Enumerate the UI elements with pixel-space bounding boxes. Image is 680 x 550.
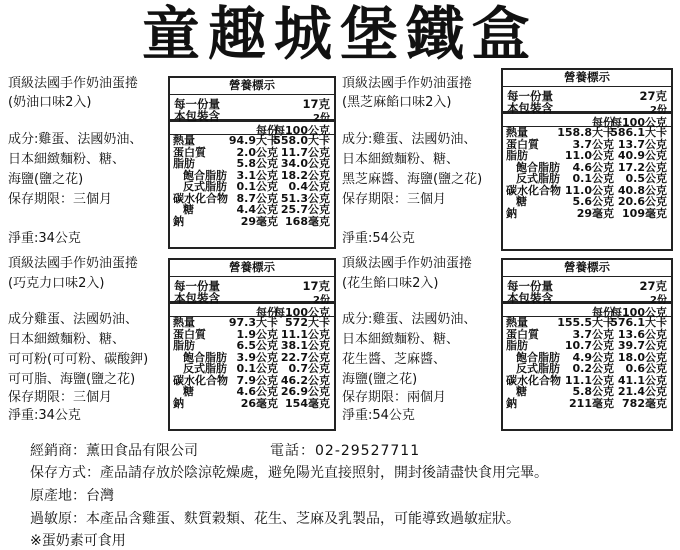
per-serving-value: 11.0公克 — [564, 149, 614, 162]
servings-value: 2份 — [313, 295, 330, 306]
per-serving-value: 3.7公克 — [572, 327, 614, 341]
product-info-peanut — [342, 256, 492, 426]
ingredients-line: 日本細緻麵粉、糖、 — [342, 332, 460, 347]
nutrient-label: 脂肪 — [506, 339, 528, 352]
per-serving-column: 每份 — [256, 306, 278, 319]
per-serving-value: 3.1公克 — [236, 168, 278, 182]
nutrient-label: 飽合脂肪 — [516, 160, 560, 174]
nutrient-label: 脂肪 — [173, 339, 195, 352]
nutrient-label: 飽合脂肪 — [183, 168, 227, 182]
per-serving-value: 27克 — [639, 89, 667, 103]
servings-label: 本包裝含 — [174, 109, 220, 123]
product-name: 頂級法國手作奶油蛋捲 — [342, 256, 473, 271]
nutrient-label: 碳水化合物 — [506, 373, 561, 387]
per-serving-value: 8.7公克 — [236, 191, 278, 205]
nutrition-panel — [168, 76, 336, 249]
nutrient-label: 糖 — [516, 195, 527, 208]
per-serving-value: 5.8公克 — [572, 385, 614, 398]
nutrient-label: 蛋白質 — [173, 145, 206, 159]
nutrition-row — [170, 181, 334, 193]
nutrient-label: 飽合脂肪 — [516, 350, 560, 364]
per-serving-label: 每一份量 — [507, 89, 553, 103]
per-100g-value: 40.9公克 — [617, 149, 667, 162]
nutrition-row — [170, 135, 334, 147]
servings-value: 2份 — [313, 113, 330, 124]
per-serving-value: 11.0公克 — [564, 183, 614, 197]
per-100g-value: 0.5公克 — [625, 172, 667, 185]
per-serving-value: 7.9公克 — [236, 373, 278, 387]
per-100g-column: 每100公克 — [611, 306, 667, 319]
product-name: 頂級法國手作奶油蛋捲 — [8, 256, 139, 271]
product-flavor: (奶油口味2入) — [8, 95, 92, 110]
servings-label: 本包裝含 — [174, 291, 220, 305]
nutrient-label: 熱量 — [173, 134, 195, 147]
per-serving-value: 0.1公克 — [236, 180, 278, 193]
per-100g-value: 25.7公克 — [280, 203, 330, 216]
nutrition-header: 營養標示 — [503, 260, 671, 277]
per-serving-value: 158.8大卡 — [557, 126, 614, 139]
nutrition-row — [170, 363, 334, 375]
nutrient-label: 反式脂肪 — [183, 362, 227, 375]
ingredients-line: 花生醬、芝麻醬、 — [342, 352, 447, 367]
per-100g-value: 26.9公克 — [280, 385, 330, 398]
nutrient-label: 碳水化合物 — [173, 373, 228, 387]
nutrient-label: 鈉 — [506, 206, 517, 220]
storage-method: 保存方式：產品請存放於陰涼乾燥處，避免陽光直接照射，開封後請盡快食用完畢。 — [30, 465, 548, 481]
per-serving-value: 211毫克 — [569, 396, 614, 410]
per-100g-value: 168毫克 — [285, 214, 330, 228]
per-100g-column: 每100公克 — [274, 306, 330, 319]
per-serving-value: 5.6公克 — [572, 195, 614, 208]
nutrition-row — [503, 398, 671, 410]
net-weight: 淨重:34公克 — [8, 231, 81, 246]
per-100g-value: 46.2公克 — [280, 373, 330, 387]
ingredients-line: 可可粉(可可粉、碳酸鉀) — [8, 352, 149, 367]
per-serving-label: 每一份量 — [507, 279, 553, 293]
nutrition-row — [503, 317, 671, 329]
per-serving-value: 155.5大卡 — [557, 316, 614, 329]
per-100g-value: 11.7公克 — [280, 145, 330, 159]
per-serving-value: 5.8公克 — [236, 157, 278, 170]
origin: 原產地：台灣 — [30, 488, 114, 504]
per-100g-column: 每100公克 — [611, 116, 667, 129]
per-100g-value: 782毫克 — [622, 396, 667, 410]
nutrition-header: 營養標示 — [170, 260, 334, 277]
serving-info — [503, 87, 671, 114]
per-100g-value: 109毫克 — [622, 206, 667, 220]
per-serving-column: 每份 — [592, 306, 614, 319]
per-100g-value: 0.4公克 — [288, 180, 330, 193]
product-info-chocolate — [8, 256, 158, 426]
per-serving-value: 29毫克 — [576, 206, 614, 220]
per-serving-value: 27克 — [639, 279, 667, 293]
per-100g-value: 0.6公克 — [625, 362, 667, 375]
per-100g-value: 572大卡 — [285, 316, 330, 329]
nutrient-label: 碳水化合物 — [506, 183, 561, 197]
ingredients-line: 日本細緻麵粉、糖、 — [8, 332, 126, 347]
shelf-life: 保存期限：兩個月 — [342, 390, 447, 405]
nutrition-row — [503, 386, 671, 398]
product-name: 頂級法國手作奶油蛋捲 — [342, 76, 473, 91]
nutrient-label: 反式脂肪 — [516, 172, 560, 185]
ingredients-line: 海鹽(鹽之花) — [342, 372, 418, 387]
per-serving-value: 6.5公克 — [236, 339, 278, 352]
product-flavor: (巧克力口味2入) — [8, 276, 105, 291]
per-serving-value: 1.9公克 — [236, 327, 278, 341]
per-serving-value: 0.2公克 — [572, 362, 614, 375]
per-serving-label: 每一份量 — [174, 279, 220, 293]
ingredients-line: 日本細緻麵粉、糖、 — [342, 152, 460, 167]
per-serving-value: 97.3大卡 — [228, 316, 278, 329]
nutrition-header: 營養標示 — [170, 78, 334, 95]
product-flavor: (花生餡口味2入) — [342, 276, 439, 291]
page-title: 童趣城堡鐵盒 — [141, 0, 538, 68]
product-name: 頂級法國手作奶油蛋捲 — [8, 76, 139, 91]
per-100g-value: 13.7公克 — [617, 137, 667, 151]
per-100g-value: 0.7公克 — [288, 362, 330, 375]
per-100g-value: 18.0公克 — [617, 350, 667, 364]
per-100g-value: 154毫克 — [285, 396, 330, 410]
nutrient-label: 糖 — [183, 203, 194, 216]
nutrient-label: 碳水化合物 — [173, 191, 228, 205]
nutrition-row — [170, 204, 334, 216]
nutrient-label: 反式脂肪 — [183, 180, 227, 193]
per-serving-value: 10.7公克 — [564, 339, 614, 352]
nutrition-panel — [501, 68, 673, 251]
ingredients-line: 海鹽(鹽之花) — [8, 172, 84, 187]
nutrient-label: 熱量 — [506, 126, 528, 139]
per-100g-value: 11.1公克 — [280, 327, 330, 341]
phone-number: 電話：02-29527711 — [270, 443, 421, 459]
per-100g-value: 38.1公克 — [280, 339, 330, 352]
per-serving-value: 0.1公克 — [572, 172, 614, 185]
servings-value: 2份 — [650, 295, 667, 306]
shelf-life: 保存期限：三個月 — [8, 390, 113, 405]
ingredients-line: 成分:雞蛋、法國奶油、 — [342, 132, 477, 147]
per-100g-value: 34.0公克 — [280, 157, 330, 170]
shelf-life: 保存期限：三個月 — [8, 192, 113, 207]
ingredients-line: 日本細緻麵粉、糖、 — [8, 152, 126, 167]
per-serving-column: 每份 — [592, 116, 614, 129]
per-serving-value: 4.9公克 — [572, 350, 614, 364]
nutrition-row — [170, 216, 334, 228]
per-serving-value: 4.6公克 — [572, 160, 614, 174]
nutrition-row — [503, 363, 671, 375]
nutrition-row — [170, 386, 334, 398]
product-flavor: (黑芝麻餡口味2入) — [342, 95, 452, 110]
ingredients-line: 可可脂、海鹽(鹽之花) — [8, 372, 136, 387]
nutrient-label: 蛋白質 — [506, 327, 539, 341]
per-serving-value: 17克 — [302, 97, 330, 111]
allergen: 過敏原：本產品含雞蛋、麩質穀類、花生、芝麻及乳製品，可能導致過敏症狀。 — [30, 511, 520, 527]
per-100g-value: 558.0大卡 — [273, 134, 330, 147]
per-serving-value: 11.1公克 — [564, 373, 614, 387]
per-serving-value: 17克 — [302, 279, 330, 293]
per-100g-value: 20.6公克 — [617, 195, 667, 208]
nutrient-label: 糖 — [183, 385, 194, 398]
per-serving-value: 3.9公克 — [236, 350, 278, 364]
nutrient-label: 熱量 — [506, 316, 528, 329]
nutrient-label: 糖 — [516, 385, 527, 398]
nutrient-label: 鈉 — [173, 396, 184, 410]
per-serving-value: 2.0公克 — [236, 145, 278, 159]
nutrient-label: 蛋白質 — [506, 137, 539, 151]
ingredients-line: 成分:雞蛋、法國奶油、 — [342, 312, 477, 327]
per-serving-value: 29毫克 — [240, 214, 278, 228]
per-serving-value: 4.6公克 — [236, 385, 278, 398]
serving-info — [170, 277, 334, 304]
per-100g-value: 13.6公克 — [617, 327, 667, 341]
servings-label: 本包裝含 — [507, 101, 553, 115]
net-weight: 淨重:54公克 — [342, 231, 415, 246]
nutrition-row — [503, 150, 671, 162]
nutrition-row — [170, 317, 334, 329]
nutrition-row — [503, 173, 671, 185]
per-100g-value: 21.4公克 — [617, 385, 667, 398]
nutrition-row — [503, 127, 671, 139]
nutrient-label: 飽合脂肪 — [183, 350, 227, 364]
shelf-life: 保存期限：三個月 — [342, 192, 447, 207]
nutrition-row — [503, 340, 671, 352]
per-serving-value: 94.9大卡 — [228, 134, 278, 147]
nutrient-label: 反式脂肪 — [516, 362, 560, 375]
per-serving-value: 4.4公克 — [236, 203, 278, 216]
nutrient-label: 脂肪 — [173, 157, 195, 170]
nutrition-row — [170, 158, 334, 170]
nutrient-label: 鈉 — [173, 214, 184, 228]
per-100g-value: 39.7公克 — [617, 339, 667, 352]
nutrition-row — [170, 340, 334, 352]
per-100g-value: 22.7公克 — [280, 350, 330, 364]
net-weight: 淨重:34公克 — [8, 408, 81, 423]
product-info-black-sesame — [342, 76, 492, 246]
per-100g-value: 51.3公克 — [280, 191, 330, 205]
per-100g-column: 每100公克 — [274, 124, 330, 137]
nutrition-row — [503, 196, 671, 208]
diet-note: ※蛋奶素可食用 — [30, 533, 126, 549]
serving-info — [503, 277, 671, 304]
nutrition-row — [503, 208, 671, 220]
nutrient-label: 蛋白質 — [173, 327, 206, 341]
per-serving-column: 每份 — [256, 124, 278, 137]
nutrient-label: 熱量 — [173, 316, 195, 329]
per-serving-value: 3.7公克 — [572, 137, 614, 151]
nutrition-panel — [501, 258, 673, 431]
per-100g-value: 576.1大卡 — [610, 316, 667, 329]
ingredients-line: 成分雞蛋、法國奶油、 — [8, 312, 139, 327]
nutrition-panel — [168, 258, 336, 431]
nutrient-label: 脂肪 — [506, 149, 528, 162]
per-serving-value: 26毫克 — [240, 396, 278, 410]
distributor: 經銷商：薰田食品有限公司 — [30, 443, 198, 459]
per-100g-value: 586.1大卡 — [610, 126, 667, 139]
per-serving-value: 0.1公克 — [236, 362, 278, 375]
per-100g-value: 17.2公克 — [617, 160, 667, 174]
net-weight: 淨重:54公克 — [342, 408, 415, 423]
product-info-butter — [8, 76, 158, 246]
per-100g-value: 18.2公克 — [280, 168, 330, 182]
ingredients-line: 黑芝麻醬、海鹽(鹽之花) — [342, 172, 483, 187]
servings-label: 本包裝含 — [507, 291, 553, 305]
nutrient-label: 鈉 — [506, 396, 517, 410]
nutrition-row — [170, 398, 334, 410]
per-100g-value: 40.8公克 — [617, 183, 667, 197]
nutrition-header: 營養標示 — [503, 70, 671, 87]
per-serving-label: 每一份量 — [174, 97, 220, 111]
serving-info — [170, 95, 334, 122]
per-100g-value: 41.1公克 — [617, 373, 667, 387]
ingredients-line: 成分:雞蛋、法國奶油、 — [8, 132, 143, 147]
servings-value: 2份 — [650, 105, 667, 116]
